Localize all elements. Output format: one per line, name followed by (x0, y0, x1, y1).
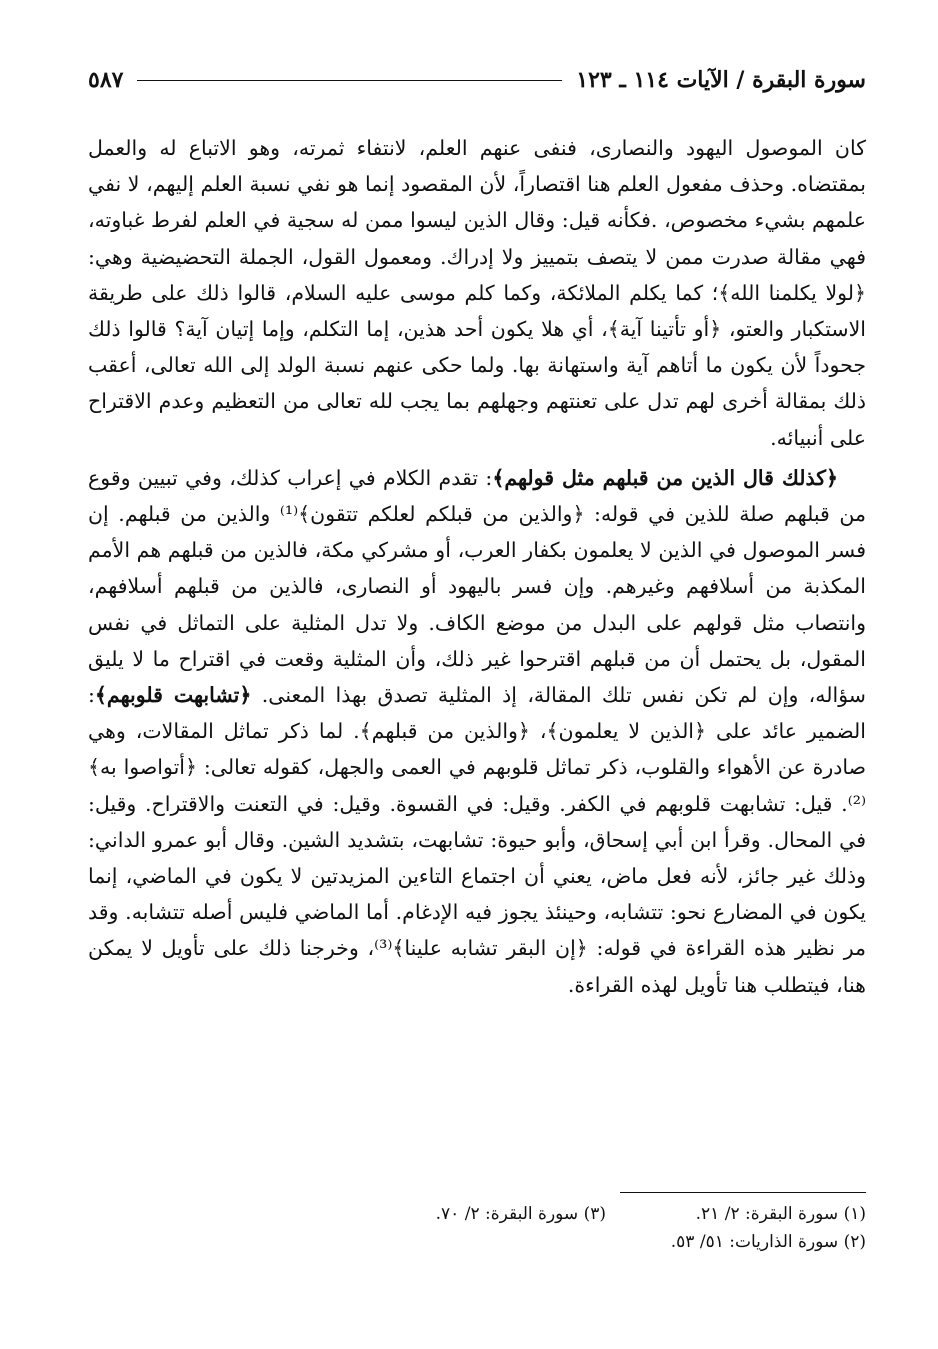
paragraph-2 (88, 460, 866, 1003)
paragraph-text: : الضمير عائد على ﴿الذين لا يعلمون﴾، ﴿والذين من قبلهم﴾. لما ذكر تماثل المقالات، وهي صادرة عن الأهواء والقلوب، ذكر تماثل قلوبهم في العمى والجهل، كقوله تعالى: ﴿أتواصوا به﴾⁽²⁾. قيل: تشابهت قلوبهم في الكفر. وقيل: في القسوة. وقيل: في التعنت والاقتراح. وقيل: في المحال. وقرأ ابن أبي إسحاق، وأبو حيوة: تشابهت، بتشديد الشين. وقال أبو عمرو الداني: وذلك غير جائز، لأنه فعل ماض، يعني أن اجتماع التاءين المزيدتين لا يكون في الماضي، إنما يكون في المضارع نحو: تتشابه، وحينئذ يجوز فيه الإدغام. أما الماضي فليس أصله تتشابه. وقد مر نظير هذه القراءة في قوله: ﴿إن البقر تشابه علينا﴾⁽³⁾، وخرجنا ذلك على تأويل لا يمكن هنا، فيتطلب هنا تأويل لهذه القراءة. (88, 683, 866, 997)
paragraph-text: كان الموصول اليهود والنصارى، فنفى عنهم العلم، لانتفاء ثمرته، وهو الاتباع له والعمل بمقتضاه. وحذف مفعول العلم هنا اقتصاراً، لأن المقصود إنما هو نفي نسبة العلم إليهم، لا نفي علمهم بشيء مخصوص، .فكأنه قيل: وقال الذين ليسوا ممن له سجية في العلم لفرط غباوته، فهي مقالة صدرت ممن لا يتصف بتمييز ولا إدراك. ومعمول القول، الجملة التحضيضية وهي: ﴿لولا يكلمنا الله﴾؛ كما يكلم الملائكة، وكما كلم موسى عليه السلام، قالوا ذلك على طريقة الاستكبار والعتو، ﴿أو تأتينا آية﴾، أي هلا يكون أحد هذين، إما التكلم، وإما إتيان آية؟ قالوا ذلك جحوداً لأن يكون ما أتاهم آية واستهانة بها. ولما حكى عنهم نسبة الولد إلى الله تعالى، أعقب ذلك بمقالة أخرى لهم تدل على تعنتهم وجهلهم بما يجب لله تعالى من التعظيم وعدم الاقتراح على أنبيائه. (88, 136, 866, 450)
header-title: سورة البقرة / الآيات ١١٤ ـ ١٢٣ (576, 67, 866, 93)
footnote-row (88, 1228, 866, 1256)
running-header (88, 62, 866, 98)
header-rule (137, 80, 562, 81)
body-text (88, 130, 866, 1003)
footnote-row (88, 1200, 866, 1228)
quran-quote-bold: ﴿كذلك قال الذين من قبلهم مثل قولهم﴾ (492, 465, 838, 490)
paragraph-1 (88, 130, 866, 456)
footnote-2: (٢) سورة الذاريات: ٥١/ ٥٣. (670, 1232, 866, 1252)
footnotes (88, 1200, 866, 1256)
page-number: ٥٨٧ (88, 67, 124, 93)
paragraph-text: : تقدم الكلام في إعراب كذلك، وفي تبيين وقوع من قبلهم صلة للذين في قوله: ﴿والذين من قبلكم لعلكم تتقون﴾⁽¹⁾ والذين من قبلهم. إن فسر الموصول في الذين لا يعلمون بكفار العرب، أو مشركي مكة، فالذين من قبلهم هم الأمم المكذبة من أسلافهم وغيرهم. وإن فسر باليهود أو النصارى، فالذين من قبلهم أسلافهم، وانتصاب مثل قولهم على البدل من موضع الكاف. ولا تدل المثلية على التماثل في نفس المقول، بل يحتمل أن من قبلهم اقترحوا غير ذلك، وأن المثلية وقعت في اقتراح ما لا يليق سؤاله، وإن لم تكن نفس تلك المقالة، إذ المثلية تصدق بهذا المعنى. (88, 465, 866, 708)
quran-quote-bold: ﴿تشابهت قلوبهم﴾ (94, 683, 252, 708)
footnote-1: (١) سورة البقرة: ٢/ ٢١. (695, 1204, 866, 1224)
footnote-3: (٣) سورة البقرة: ٢/ ٧٠. (435, 1204, 606, 1224)
footnote-rule (620, 1192, 866, 1193)
